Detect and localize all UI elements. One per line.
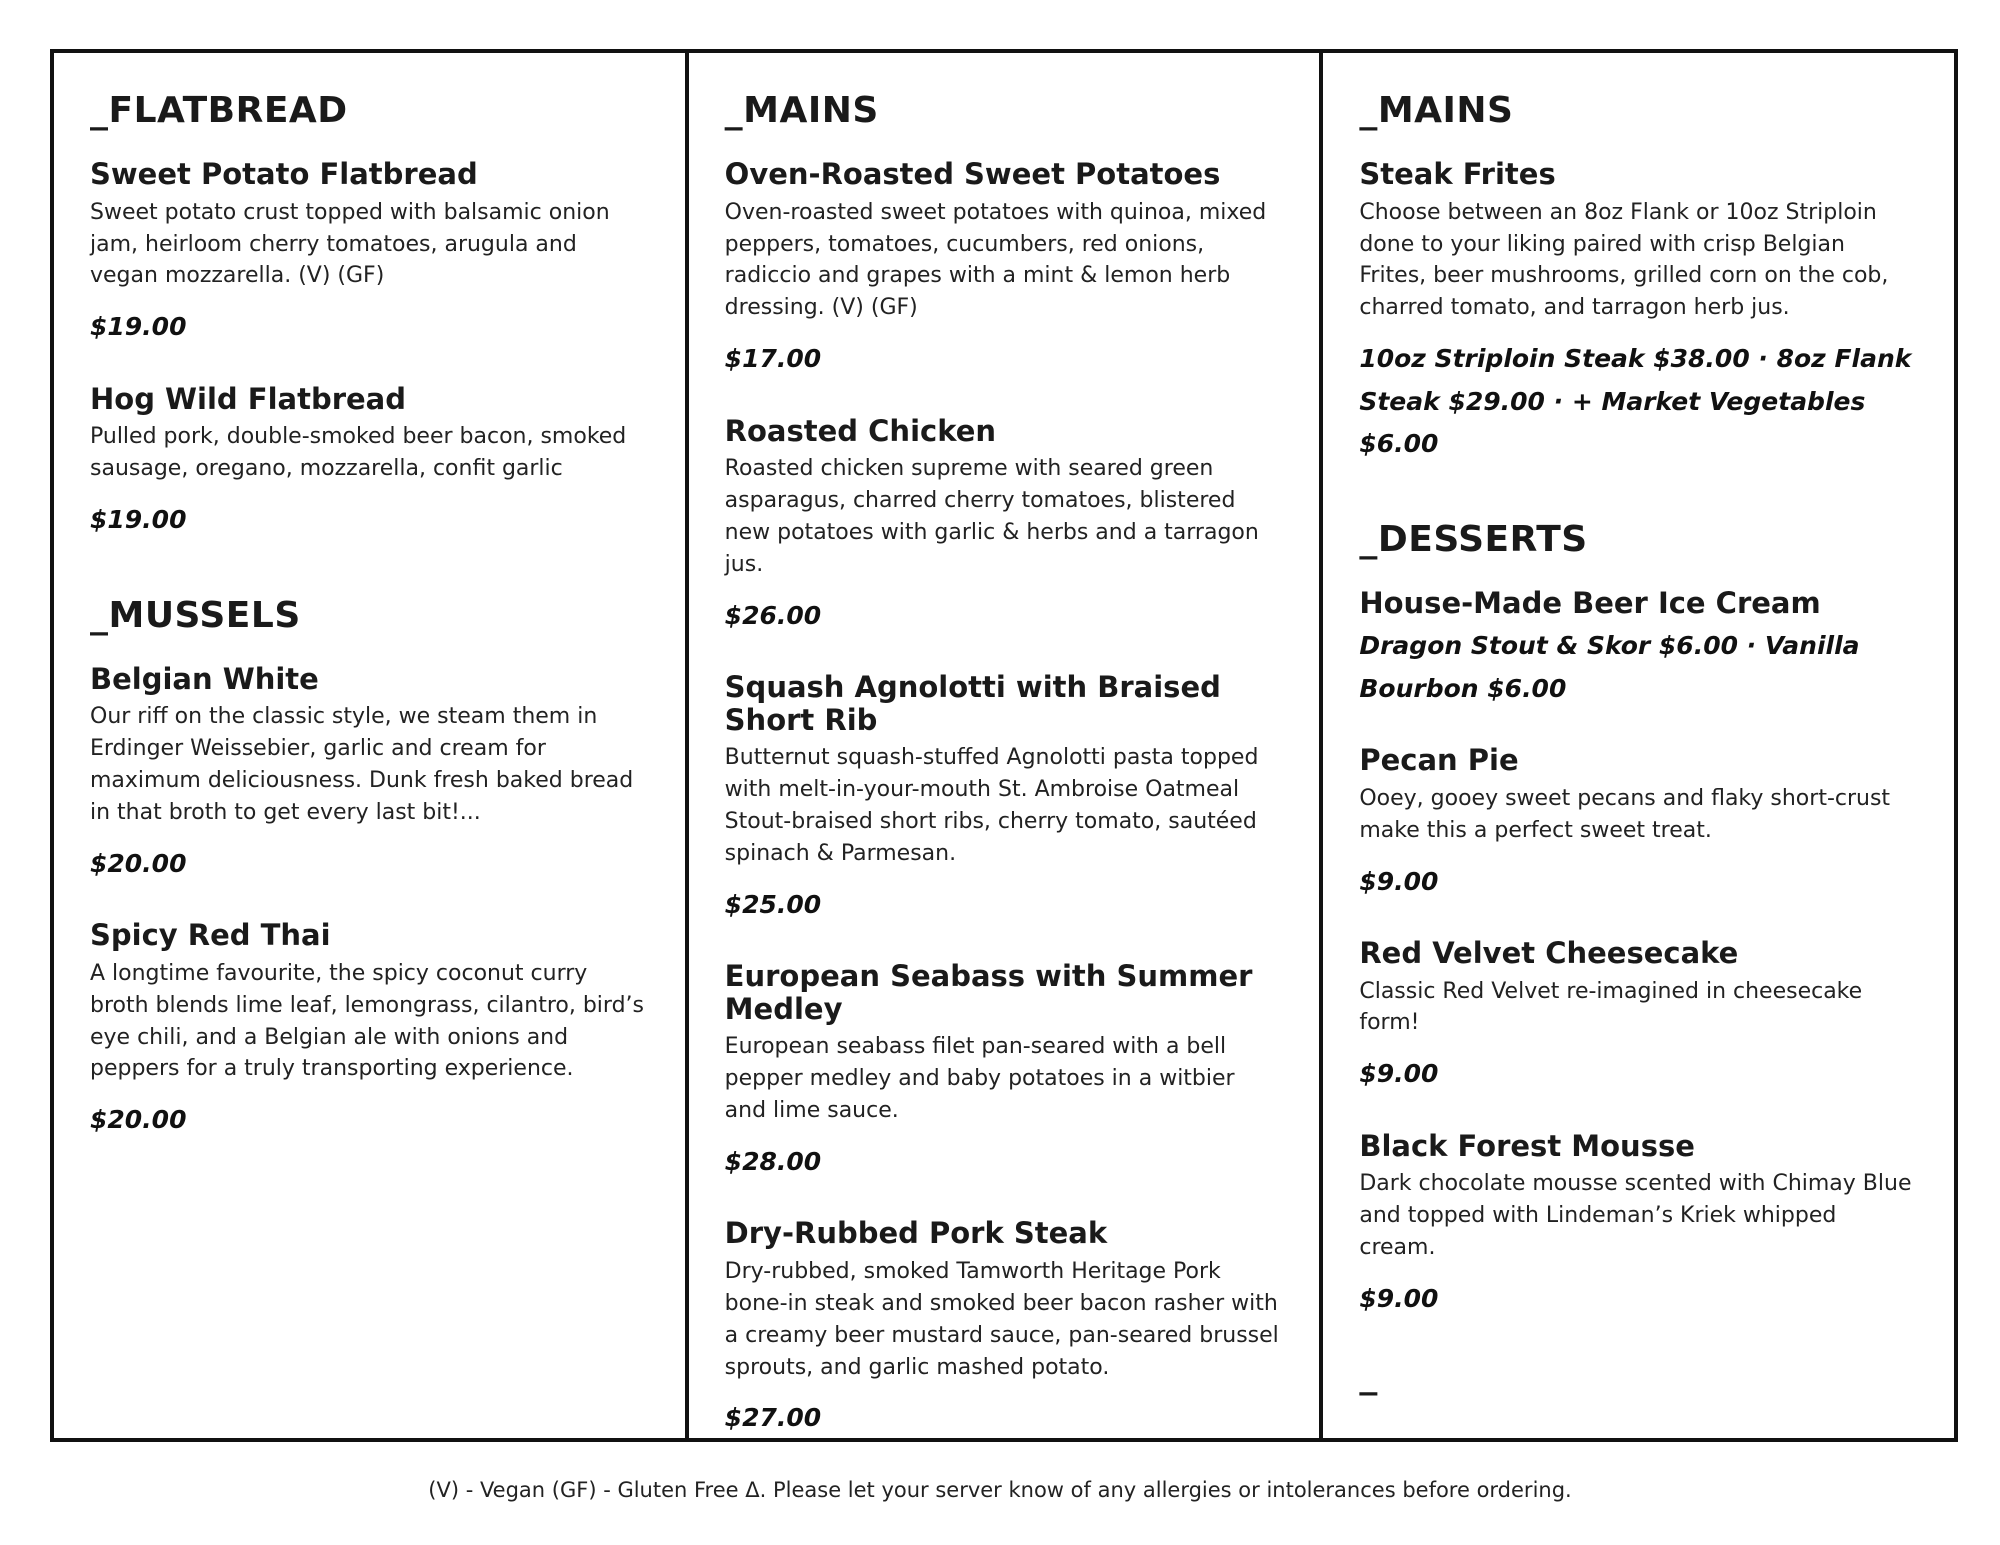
item-price: 10oz Striploin Steak $38.00 · 8oz Flank Steak $29.00 · + Market Vegetables $6.00 bbox=[1359, 344, 1912, 459]
menu-item bbox=[90, 919, 645, 1142]
item-description: Pulled pork, double-smoked beer bacon, smoked sausage, oregano, mozzarella, confit garlic bbox=[90, 424, 627, 482]
menu-item bbox=[90, 383, 645, 542]
menu-item bbox=[90, 663, 645, 886]
section-title: _MAINS bbox=[1359, 90, 1514, 131]
menu-item bbox=[1359, 1130, 1914, 1321]
menu-item bbox=[1359, 744, 1914, 903]
item-price: $20.00 bbox=[90, 1105, 187, 1135]
item-description: Sweet potato crust topped with balsamic onion jam, heirloom cherry tomatoes, arugula and vegan mozzarella. (V) (GF) bbox=[90, 199, 610, 289]
section-mussels bbox=[90, 594, 645, 1142]
item-name: Squash Agnolotti with Braised Short Rib bbox=[724, 670, 1221, 737]
item-name: Sweet Potato Flatbread bbox=[90, 157, 478, 192]
item-description: Butternut squash-stuffed Agnolotti pasta topped with melt-in-your-mouth St. Ambroise Oatmeal Stout-braised short ribs, cherry tomato, sautéed spinach & Parmesan. bbox=[724, 745, 1259, 866]
section-title: _DESSERTS bbox=[1359, 518, 1588, 560]
item-price: $9.00 bbox=[1359, 1284, 1439, 1314]
menu-item bbox=[1359, 587, 1914, 710]
section-desserts bbox=[1359, 518, 1914, 1321]
item-name: Pecan Pie bbox=[1359, 743, 1519, 778]
allergy-footnote: (V) - Vegan (GF) - Gluten Free Δ. Please let your server know of any allergies or intolerances before ordering. bbox=[428, 1478, 1572, 1502]
menu-column-3 bbox=[1319, 53, 1954, 1438]
item-name: European Seabass with Summer Medley bbox=[724, 959, 1253, 1026]
menu-item bbox=[725, 1217, 1280, 1440]
menu-column-2 bbox=[685, 53, 1320, 1438]
item-price: $20.00 bbox=[90, 848, 187, 878]
menu-item bbox=[725, 415, 1280, 638]
section-title: _FLATBREAD bbox=[90, 90, 348, 131]
item-description: Dark chocolate mousse scented with Chimay Blue and topped with Lindeman’s Kriek whipped cream. bbox=[1359, 1171, 1912, 1261]
menu-item bbox=[725, 158, 1280, 381]
item-name: Steak Frites bbox=[1359, 157, 1556, 192]
item-price: $25.00 bbox=[724, 889, 822, 919]
item-price: Dragon Stout & Skor $6.00 · Vanilla Bourbon $6.00 bbox=[1359, 631, 1860, 703]
item-description: Dry-rubbed, smoked Tamworth Heritage Pork bone-in steak and smoked beer bacon rasher with a creamy beer mustard sauce, pan-seared brussel sprouts, and garlic mashed potato. bbox=[724, 1258, 1279, 1380]
section-flatbread bbox=[90, 89, 645, 542]
item-price: $9.00 bbox=[1359, 866, 1439, 896]
item-description: Choose between an 8oz Flank or 10oz Striploin done to your liking paired with crisp Belgian Frites, beer mushrooms, grilled corn on the cob, charred tomato, and tarragon herb jus. bbox=[1359, 199, 1889, 321]
end-dash-mark: _ bbox=[1359, 1355, 1378, 1396]
menu-item bbox=[1359, 937, 1914, 1096]
menu-item bbox=[90, 158, 645, 349]
item-description: Oven-roasted sweet potatoes with quinoa, mixed peppers, tomatoes, cucumbers, red onions, radiccio and grapes with a mint & lemon herb dressing. (V) (GF) bbox=[724, 199, 1267, 321]
item-price: $26.00 bbox=[724, 600, 822, 630]
item-description: Our riff on the classic style, we steam them in Erdinger Weissebier, garlic and cream for maximum deliciousness. Dunk fresh baked bread in that broth to get every last bit!... bbox=[90, 704, 634, 825]
item-name: Red Velvet Cheesecake bbox=[1359, 936, 1739, 971]
item-description: Classic Red Velvet re-imagined in cheesecake form! bbox=[1359, 978, 1863, 1036]
menu-frame bbox=[50, 49, 1958, 1442]
section-title: _MAINS bbox=[724, 90, 879, 131]
item-description: Roasted chicken supreme with seared green asparagus, charred cherry tomatoes, blistered new potatoes with garlic & herbs and a tarragon jus. bbox=[724, 456, 1259, 577]
item-description: European seabass filet pan-seared with a bell pepper medley and baby potatoes in a witbier and lime sauce. bbox=[724, 1034, 1235, 1123]
item-description: A longtime favourite, the spicy coconut curry broth blends lime leaf, lemongrass, cilantro, bird’s eye chili, and a Belgian ale with onions and peppers for a truly transporting experience. bbox=[90, 960, 644, 1082]
section-mains bbox=[725, 89, 1280, 1440]
item-name: Oven-Roasted Sweet Potatoes bbox=[724, 157, 1221, 192]
section-title: _MUSSELS bbox=[90, 594, 301, 636]
item-name: Black Forest Mousse bbox=[1359, 1128, 1695, 1163]
menu-item bbox=[1359, 158, 1914, 466]
menu-column-1 bbox=[54, 53, 685, 1438]
item-description: Ooey, gooey sweet pecans and flaky short-crust make this a perfect sweet treat. bbox=[1359, 785, 1891, 843]
item-name: Belgian White bbox=[90, 661, 319, 696]
item-name: Spicy Red Thai bbox=[90, 918, 331, 953]
item-name: Dry-Rubbed Pork Steak bbox=[724, 1216, 1108, 1251]
item-price: $9.00 bbox=[1359, 1059, 1439, 1089]
item-price: $28.00 bbox=[724, 1146, 822, 1176]
item-name: Roasted Chicken bbox=[724, 413, 997, 448]
item-name: Hog Wild Flatbread bbox=[90, 381, 407, 416]
section-mains-continued bbox=[1359, 89, 1914, 466]
item-price: $19.00 bbox=[90, 312, 187, 342]
menu-item bbox=[725, 960, 1280, 1183]
menu-item bbox=[725, 671, 1280, 926]
item-price: $17.00 bbox=[724, 344, 822, 374]
item-price: $19.00 bbox=[90, 505, 187, 535]
item-price: $27.00 bbox=[724, 1403, 822, 1433]
item-name: House-Made Beer Ice Cream bbox=[1359, 585, 1821, 620]
